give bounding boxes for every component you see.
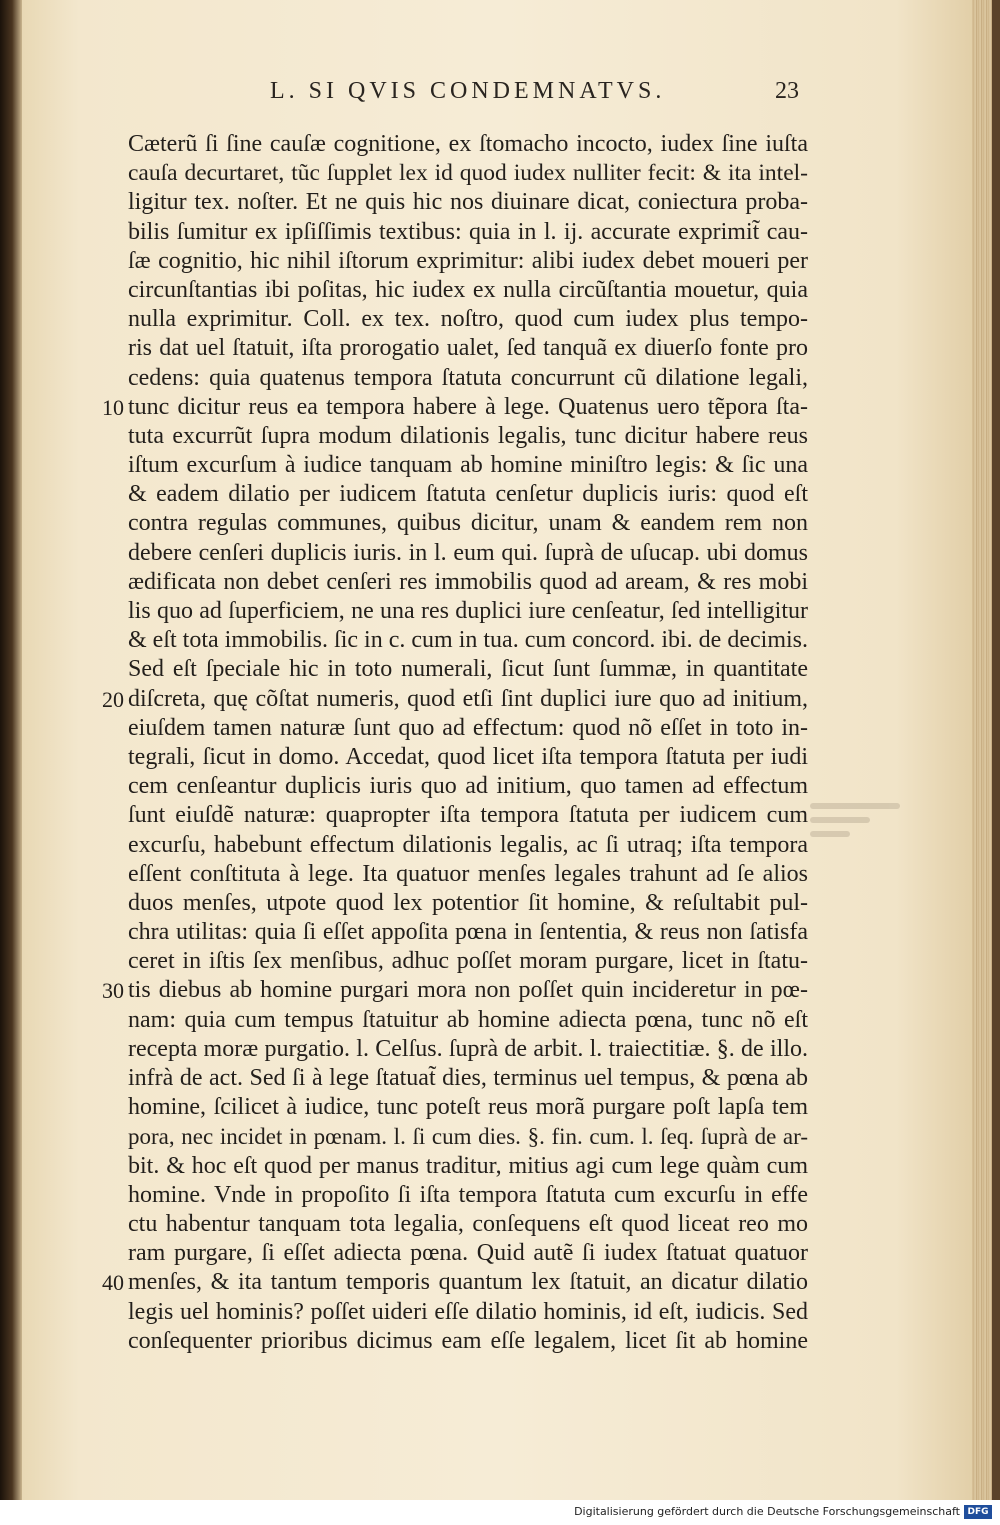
text-line [128,305,808,334]
text-line [128,568,808,597]
text-line [128,831,808,860]
line-text: & eadem dilatio per iudicem ſtatuta cenſetur duplicis iuris: quod eſt [128,481,808,508]
text-line [128,947,808,976]
line-text: ſæ cognitio, hic nihil iſtorum exprimitur: alibi iudex debet moueri per [128,247,808,274]
text-line [128,188,808,217]
text-line [128,1181,808,1210]
line-text: & eſt tota immobilis. ſic in c. cum in tua. cum concord. ibi. de decimis. [128,627,808,654]
text-line [102,976,808,1005]
line-text: tis diebus ab homine purgari mora non poſſet quin incideretur in pœ- [128,977,808,1004]
line-text: excurſu, habebunt effectum dilationis legalis, ac ſi utraq; iſta tempora [128,831,808,858]
line-text: duos menſes, utpote quod lex potentior ſit homine, & reſultabit pul- [128,889,808,916]
line-text: infrà de act. Sed ſi à lege ſtatuat̃ dies, terminus uel tempus, & pœna ab [128,1065,808,1091]
line-text: ſunt eiuſdẽ naturæ: quapropter iſta tempora ſtatuta per iudicem cum [128,802,808,829]
line-text: recepta moræ purgatio. l. Celſus. ſuprà de arbit. l. traiectitiæ. §. de illo. [128,1035,808,1062]
text-line [128,801,808,830]
line-text: homine. Vnde in propoſito ſi iſta tempora ſtatuta cum excurſu in effe [128,1181,808,1208]
text-line [128,422,808,451]
text-line [128,334,808,363]
text-line [128,509,808,538]
dfg-logo: DFG [964,1505,992,1519]
line-text: eiuſdem tamen naturæ ſunt quo ad effectum: quod nõ eſſet in toto in- [128,714,808,741]
page-header [270,78,830,118]
line-text: ctu habentur tanquam tota legalia, conſequens eſt quod liceat reo mo [128,1210,808,1237]
line-text: tunc dicitur reus ea tempora habere à lege. Quatenus uero tẽpora ſta- [128,393,808,420]
text-line [128,714,808,743]
text-line [128,1210,808,1239]
funding-credit: Digitalisierung gefördert durch die Deutsche Forschungsgemeinschaft [574,1505,960,1518]
book-binding [0,0,22,1500]
text-line [128,364,808,393]
text-line [128,889,808,918]
line-text: nam: quia cum tempus ſtatuitur ab homine adiecta pœna, tunc nõ eſt [128,1006,808,1033]
line-text: legis uel hominis? poſſet uideri eſſe dilatio hominis, id eſt, iudicis. Sed [128,1298,808,1325]
line-text: pora, nec incidet in pœnam. l. ſi cum dies. §. fin. cum. l. ſeq. ſuprà de ar- [128,1124,808,1150]
line-number: 10 [102,394,124,420]
folio-number: 23 [775,78,799,104]
line-text: debere cenſeri duplicis iuris. in l. eum qui. ſuprà de uſucap. ubi domus [128,539,808,566]
page-edges [972,0,1000,1500]
text-line [128,1239,808,1268]
line-text: homine, ſcilicet à iudice, tunc poteſt reus morã purgare poſt lapſa tem [128,1094,808,1121]
text-line [128,130,808,159]
line-text: tegrali, ſicut in domo. Accedat, quod licet iſta tempora ſtatuta per iudi [128,743,808,770]
line-text: Cæterũ ſi ſine cauſæ cognitione, ex ſtomacho incocto, iudex ſine iuſta [128,131,808,157]
text-line [128,247,808,276]
body-text [102,130,808,1356]
text-line [128,1035,808,1064]
line-text: tuta excurrũt ſupra modum dilationis legalis, tunc dicitur habere reus [128,422,808,449]
line-number: 20 [102,686,124,712]
text-line [102,685,808,714]
text-line [128,1327,808,1356]
text-line [128,451,808,480]
line-text: bilis ſumitur ex ipſiſſimis textibus: quia in l. ij. accurate exprimit̃ cau- [128,218,808,245]
text-line [128,480,808,509]
line-text: contra regulas communes, quibus dicitur, unam & eandem rem non [128,510,808,537]
show-through-marks [810,795,920,865]
text-line [128,1064,808,1093]
line-text: chra utilitas: quia ſi eſſet appoſita pœna in ſententia, & reus non ſatisfa [128,919,808,946]
line-text: cedens: quia quatenus tempora ſtatuta concurrunt cũ dilatione legali, [128,364,808,391]
line-text: ædificata non debet cenſeri res immobilis quod ad aream, & res mobi [128,568,808,595]
line-text: conſequenter prioribus dicimus eam eſſe legalem, licet ſit ab homine [128,1327,808,1354]
text-line [128,276,808,305]
footer-bar [0,1500,1000,1525]
running-title: L. SI QVIS CONDEMNATVS. [270,78,666,104]
text-line [128,626,808,655]
line-text: lis quo ad ſuperficiem, ne una res duplici iure cenſeatur, ſed intelligitur [128,598,808,624]
text-line [128,655,808,684]
text-line [128,159,808,188]
line-text: circunſtantias ibi poſitas, hic iudex ex nulla circũſtantia mouetur, quia [128,276,808,303]
line-text: ligitur tex. noſter. Et ne quis hic nos diuinare dicat, coniectura proba- [128,189,808,216]
line-text: ris dat uel ſtatuit, iſta prorogatio ualet, ſed tanquã ex diuerſo fonte pro [128,335,808,362]
text-line [128,918,808,947]
text-line [128,539,808,568]
text-line [128,1298,808,1327]
line-text: bit. & hoc eſt quod per manus traditur, mitius agi cum lege quàm cum [128,1152,808,1179]
line-text: ram purgare, ſi eſſet adiecta pœna. Quid autẽ ſi iudex ſtatuat quatuor [128,1240,808,1267]
line-text: eſſent conſtituta à lege. Ita quatuor menſes legales trahunt ad ſe alios [128,860,808,887]
text-line [128,743,808,772]
line-text: nulla exprimitur. Coll. ex tex. noſtro, quod cum iudex plus tempo- [128,306,808,333]
line-text: menſes, & ita tantum temporis quantum lex ſtatuit, an dicatur dilatio [128,1269,808,1296]
line-number: 30 [102,978,124,1004]
line-number: 40 [102,1270,124,1296]
text-line [128,1006,808,1035]
text-line [128,1152,808,1181]
line-text: diſcreta, quę cõſtat numeris, quod etſi ſint duplici iure quo ad initium, [128,685,808,712]
text-line [102,393,808,422]
text-line [128,1093,808,1122]
line-text: cem cenſeantur duplicis iuris quo ad initium, quo tamen ad effectum [128,773,808,800]
text-line [128,772,808,801]
text-line [128,860,808,889]
text-line [128,218,808,247]
text-line [128,597,808,626]
line-text: Sed eſt ſpeciale hic in toto numerali, ſicut ſunt ſummæ, in quantitate [128,656,808,683]
line-text: cauſa decurtaret, tũc ſupplet lex id quod iudex nulliter fecit: & ita intel- [128,160,808,187]
line-text: iſtum excurſum à iudice tanquam ab homine miniſtro legis: & ſic una [128,452,808,479]
text-line [128,1122,808,1151]
text-line [102,1268,808,1297]
line-text: ceret in iſtis ſex menſibus, adhuc poſſet moram purgare, licet in ſtatu- [128,948,808,975]
